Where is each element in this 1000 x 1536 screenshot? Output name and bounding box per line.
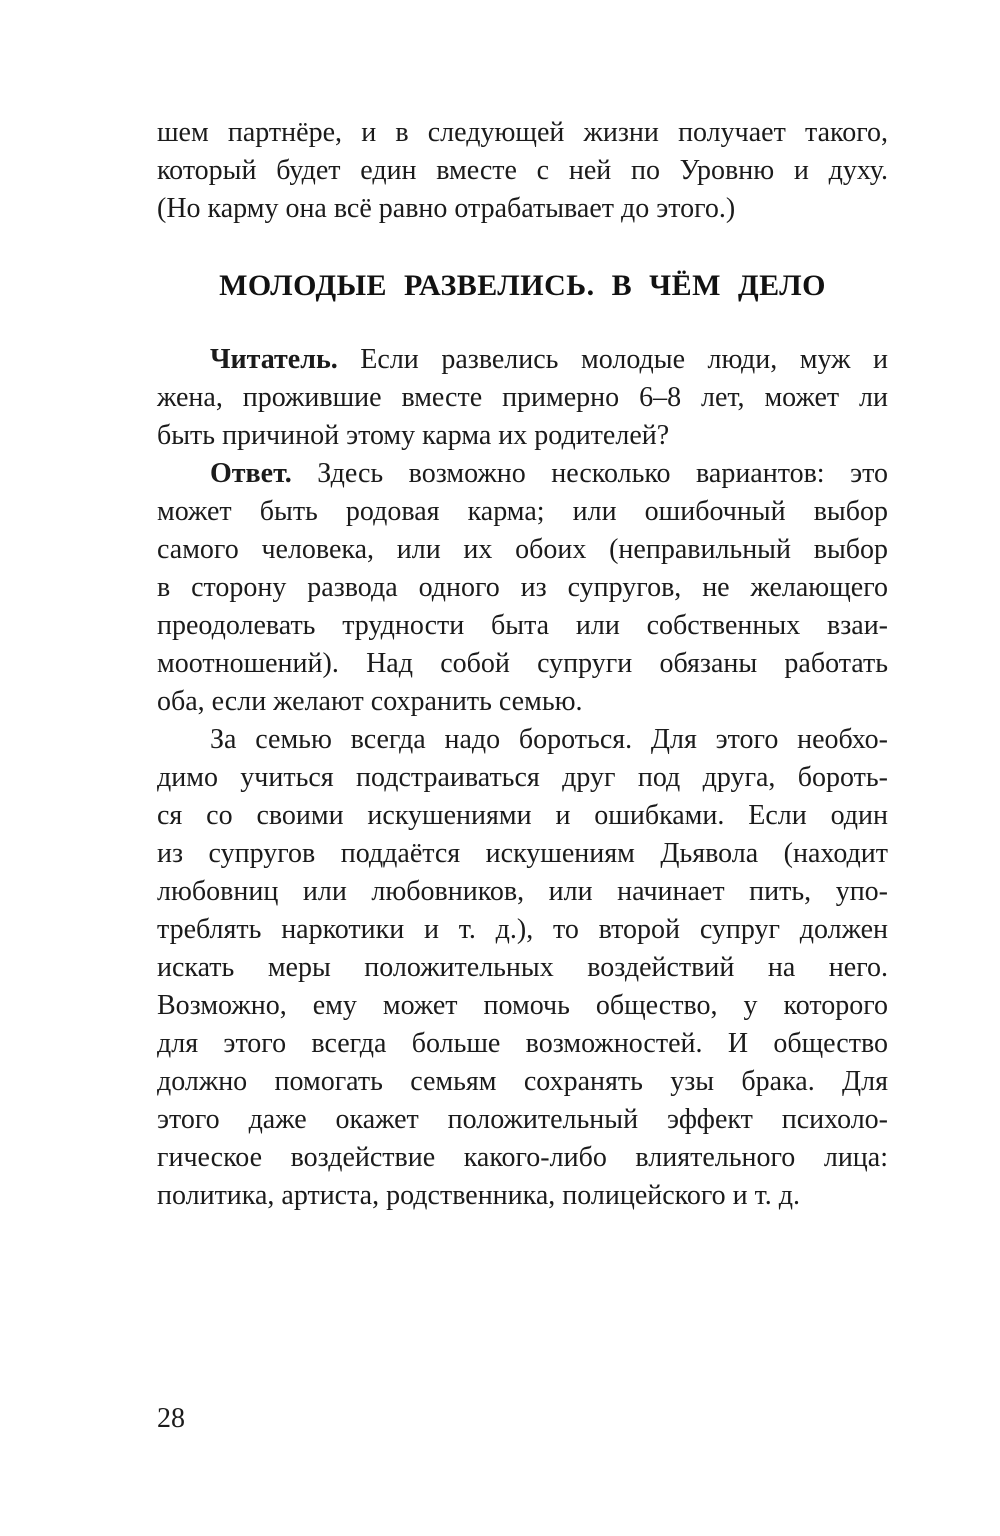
text-line: самого человека, или их обоих (неправильный выбор bbox=[157, 534, 888, 565]
text-line: политика, артиста, родственника, полицейского и т. д. bbox=[157, 1180, 800, 1211]
text-line: жена, прожившие вместе примерно 6–8 лет, может ли bbox=[157, 382, 888, 413]
text-line: должно помогать семьям сохранять узы брака. Для bbox=[157, 1066, 888, 1097]
intro-paragraph bbox=[157, 114, 888, 228]
answer-paragraph bbox=[157, 455, 888, 721]
text-line bbox=[157, 341, 888, 379]
text-line: может быть родовая карма; или ошибочный выбор bbox=[157, 496, 888, 527]
text-line: для этого всегда больше возможностей. И общество bbox=[157, 1028, 888, 1059]
text-line: гическое воздействие какого-либо влиятельного лица: bbox=[157, 1142, 888, 1173]
text-column bbox=[157, 114, 888, 1215]
question-text: Если развелись молодые люди, муж и bbox=[360, 344, 889, 375]
text-line: искать меры положительных воздействий на него. bbox=[157, 952, 888, 983]
text-line: в сторону развода одного из супругов, не желающего bbox=[157, 572, 888, 603]
text-line: из супругов поддаётся искушениям Дьявола (находит bbox=[157, 838, 888, 869]
answer-text: Здесь возможно несколько вариантов: это bbox=[317, 458, 888, 489]
text-line: моотношений). Над собой супруги обязаны работать bbox=[157, 648, 888, 679]
text-line: быть причиной этому карма их родителей? bbox=[157, 420, 670, 451]
text-line: Возможно, ему может помочь общество, у которого bbox=[157, 990, 888, 1021]
text-line: (Но карму она всё равно отрабатывает до этого.) bbox=[157, 193, 736, 224]
text-line: шем партнёре, и в следующей жизни получает такого, bbox=[157, 117, 888, 148]
text-line: любовниц или любовников, или начинает пить, упо- bbox=[157, 876, 888, 907]
text-line: который будет един вместе с ней по Уровню и духу. bbox=[157, 155, 888, 186]
text-line: димо учиться подстраиваться друг под друга, бороть- bbox=[157, 762, 888, 793]
text-line: ся со своими искушениями и ошибками. Если один bbox=[157, 800, 888, 831]
page-number: 28 bbox=[157, 1403, 185, 1434]
text-line: этого даже окажет положительный эффект психоло- bbox=[157, 1104, 888, 1135]
question-paragraph bbox=[157, 341, 888, 455]
discussion-paragraph bbox=[157, 721, 888, 1215]
speaker-label-answer: Ответ. bbox=[210, 458, 292, 489]
text-line: оба, если желают сохранить семью. bbox=[157, 686, 583, 717]
text-line: За семью всегда надо бороться. Для этого необхо- bbox=[210, 724, 888, 755]
section-heading: МОЛОДЫЕ РАЗВЕЛИСЬ. В ЧЁМ ДЕЛО bbox=[219, 269, 826, 302]
text-line: преодолевать трудности быта или собственных взаи- bbox=[157, 610, 888, 641]
text-line bbox=[157, 455, 888, 493]
text-line: треблять наркотики и т. д.), то второй супруг должен bbox=[157, 914, 888, 945]
speaker-label-reader: Читатель. bbox=[210, 344, 338, 375]
